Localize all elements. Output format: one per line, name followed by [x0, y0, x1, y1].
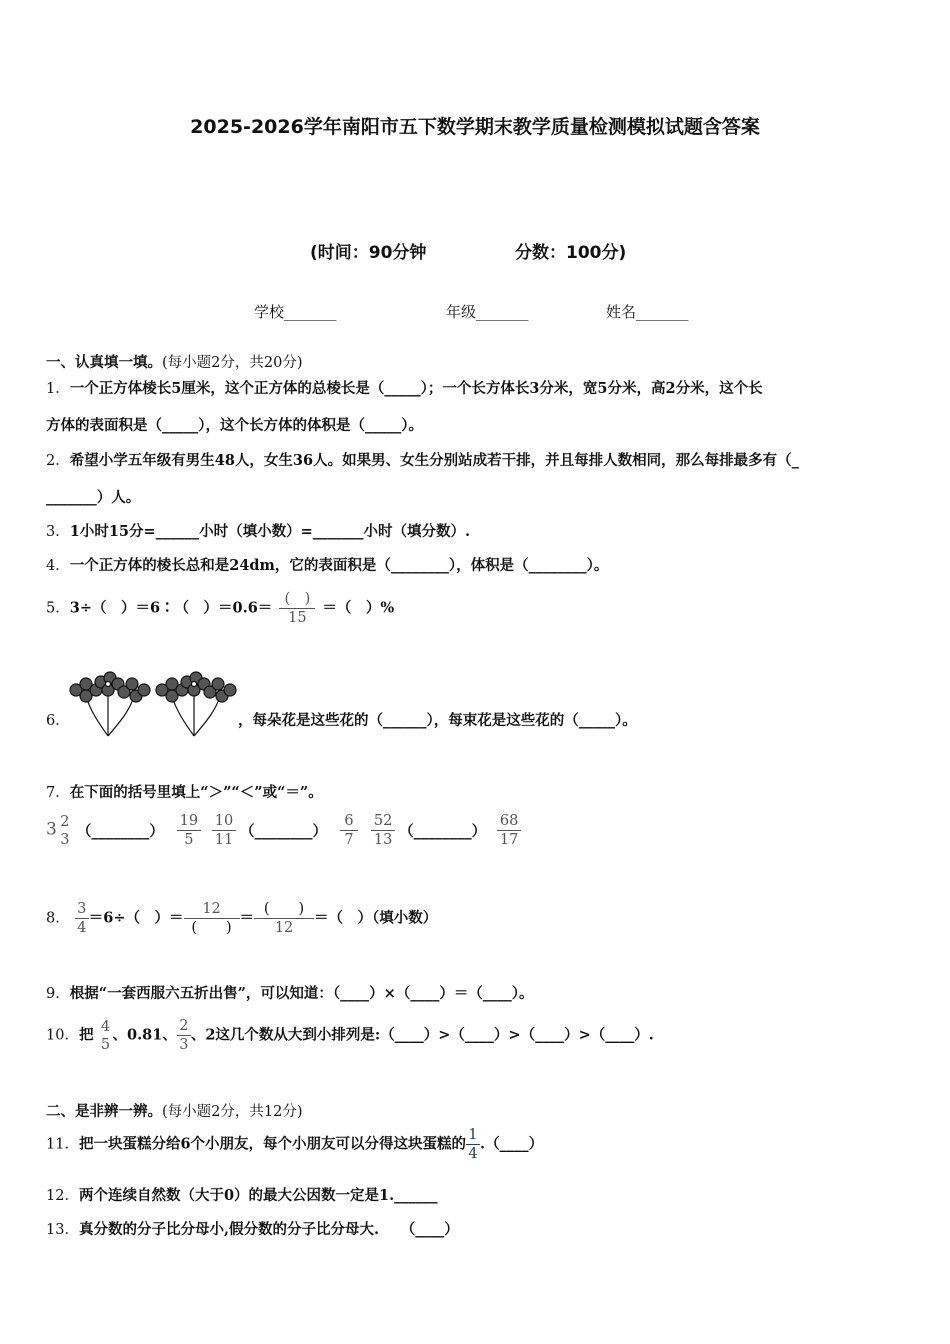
q7-fraction-5-num: 52	[373, 813, 393, 829]
q11-text: 把一块蛋糕分给6个小朋友，每个小朋友可以分得这块蛋糕的	[78, 1135, 467, 1153]
question-6-number-label: 6．	[46, 713, 70, 729]
q8-text-after: ＝（ ）（填小数）	[314, 909, 438, 927]
question-7-comparisons	[46, 812, 521, 849]
q8-fraction-1-num: 3	[77, 901, 87, 917]
question-2-line-1	[46, 449, 799, 470]
question-5-number: 5．	[46, 600, 70, 617]
question-1-text-1: 一个正方体棱长5厘米，这个正方体的总棱长是（_____）；一个长方体长3分米，宽5分米，高2分米，这个长	[69, 380, 763, 397]
q7-fraction-5-den: 13	[373, 832, 393, 848]
question-11-number: 11．	[46, 1136, 79, 1153]
question-12-text: 两个连续自然数（大于0）的最大公因数一定是1.______	[78, 1187, 438, 1204]
q8-fraction-3-num: ( )	[263, 901, 305, 917]
question-13	[46, 1218, 459, 1239]
section-1-note: (每小题2分，共20分)	[162, 355, 303, 371]
q7-fraction-6-den: 17	[499, 832, 519, 848]
mixed-number-whole: 3	[46, 819, 57, 840]
question-3-text: 1小时15分=______小时（填小数）=_______小时（填分数）.	[69, 523, 471, 540]
q7-fraction-6	[497, 812, 521, 849]
question-4-text: 一个正方体的棱长总和是24dm，它的表面积是（________），体积是（________）。	[69, 557, 609, 574]
q7-fraction-2-den: 5	[184, 832, 194, 848]
q7-fraction-1-den: 3	[60, 831, 70, 848]
question-10	[46, 1017, 654, 1054]
section-2-heading	[46, 1100, 303, 1121]
question-1-line-2: 方体的表面积是（_____），这个长方体的体积是（_____）。	[46, 417, 423, 434]
question-5-text-after: ＝（ ）%	[322, 599, 395, 617]
question-10-number: 10．	[46, 1027, 79, 1044]
section-2-note: (每小题2分，共12分)	[162, 1104, 303, 1120]
q7-fraction-5	[371, 812, 395, 849]
question-4-number: 4．	[46, 558, 70, 574]
section-2-title: 二、是非辨一辨。	[46, 1103, 162, 1120]
question-1-line-1	[46, 377, 763, 398]
question-7-text: 在下面的括号里填上“＞”“＜”或“＝”。	[69, 784, 323, 801]
page-title: 2025-2026学年南阳市五下数学期末教学质量检测模拟试题含答案	[190, 116, 760, 138]
q10-fraction-1-den: 5	[100, 1036, 111, 1053]
question-5-text-before: 3÷（ ）＝6∶（ ）＝0.6＝	[69, 599, 273, 617]
question-1-number: 1．	[46, 381, 70, 397]
q7-fraction-2	[177, 812, 201, 849]
question-9-number: 9．	[46, 986, 70, 1002]
name-field: 姓名_______	[606, 303, 689, 321]
q7-fraction-3-num: 10	[214, 813, 234, 829]
q8-fraction-1	[75, 900, 89, 937]
q8-fraction-1-den: 4	[77, 920, 87, 936]
q10-pre: 把	[78, 1026, 94, 1044]
question-2-text-1: 希望小学五年级有男生48人，女生36人。如果男、女生分别站成若干排，并且每排人数相同，那么每排最多有（_	[69, 452, 799, 469]
question-5-fraction-denominator: 15	[288, 610, 307, 626]
question-2-number: 2．	[46, 453, 70, 469]
q7-fraction-4-den: 7	[344, 832, 354, 848]
q8-fraction-2	[184, 900, 240, 937]
question-12	[46, 1184, 438, 1205]
question-4	[46, 554, 608, 575]
q7-fraction-4	[340, 812, 358, 849]
q8-fraction-2-num: 12	[202, 901, 221, 917]
question-13-text: 真分数的分子比分母小,假分数的分子比分母大. （____）	[78, 1221, 459, 1238]
grade-field: 年级_______	[446, 303, 529, 321]
exam-time: (时间：90分钟	[310, 243, 427, 263]
q8-fraction-2-den: ( )	[191, 920, 232, 936]
question-9	[46, 982, 534, 1003]
q7-fraction-1	[57, 813, 73, 849]
question-5-fraction	[279, 590, 315, 627]
q10-after: 、2这几个数从大到小排列是:（____）>（____）>（____）>（____）.	[190, 1026, 654, 1044]
q7-blank-1: （________）	[76, 823, 164, 840]
section-1-title: 一、认真填一填。	[46, 354, 162, 371]
question-2-line-2: _______）人。	[46, 489, 141, 506]
q7-fraction-4-num: 6	[344, 813, 354, 829]
q10-mid: 、0.81、	[112, 1026, 177, 1044]
q11-after: .（____）	[480, 1135, 544, 1153]
q8-fraction-3-den: 12	[274, 920, 294, 936]
question-8-number: 8．	[46, 910, 70, 927]
q8-text-mid: ＝6÷（ ）＝	[88, 909, 184, 927]
question-7-number: 7．	[46, 785, 70, 801]
question-8	[46, 900, 437, 937]
q10-fraction-2	[177, 1017, 191, 1054]
question-5	[46, 590, 394, 627]
q11-fraction	[466, 1126, 480, 1163]
question-5-fraction-numerator: ( )	[284, 591, 311, 607]
q10-fraction-2-den: 3	[179, 1037, 189, 1053]
q11-fraction-num: 1	[468, 1127, 478, 1143]
q7-blank-2: （________）	[239, 823, 327, 840]
q7-fraction-6-num: 68	[499, 813, 519, 829]
question-12-number: 12．	[46, 1188, 79, 1204]
bouquet-2	[156, 672, 236, 736]
q10-fraction-2-num: 2	[179, 1018, 189, 1034]
q7-blank-3: （________）	[399, 823, 487, 840]
q11-fraction-den: 4	[468, 1146, 478, 1162]
q7-fraction-3	[212, 812, 236, 849]
q8-equals: ＝	[239, 909, 255, 927]
q7-fraction-2-num: 19	[179, 813, 199, 829]
question-3	[46, 520, 470, 541]
bouquet-1	[70, 672, 150, 736]
q7-fraction-3-den: 11	[214, 832, 234, 848]
school-field: 学校_______	[254, 303, 337, 321]
question-13-number: 13．	[46, 1222, 79, 1238]
question-9-text: 根据“一套西服六五折出售”，可以知道：（____）×（____）＝（____）。	[69, 985, 534, 1002]
exam-score: 分数：100分)	[515, 243, 627, 263]
q7-fraction-1-num: 2	[60, 813, 70, 830]
q8-fraction-3	[254, 900, 314, 937]
flower-bouquets-image	[68, 670, 238, 742]
q10-fraction-1	[99, 1018, 113, 1054]
q10-fraction-1-num: 4	[100, 1018, 111, 1035]
question-11	[46, 1126, 543, 1163]
question-6-text: ，每朵花是这些花的（______），每束花是这些花的（_____）。	[238, 712, 637, 729]
question-3-number: 3．	[46, 524, 70, 540]
section-1-heading	[46, 351, 303, 372]
question-6-number	[46, 709, 70, 730]
question-7	[46, 781, 323, 802]
